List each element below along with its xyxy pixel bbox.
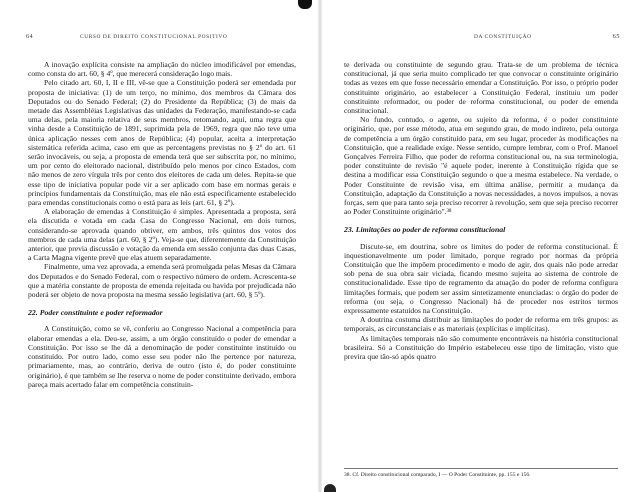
right-page-header	[344, 34, 620, 44]
left-page-body	[28, 60, 296, 389]
paragraph: A Constituição, como se vê, conferiu ao Congresso Nacional a competência para elaborar emendas a ela. Deu-se, assim, a um órgão constituído o poder de emendar a Constituição. Por isso se lhe dá a denominação de poder constituinte instituído ou constituído. Por outro lado, como esse seu poder não lhe pertence por natureza, primariamente, mas, ao contrário, deriva de outro (isto é, do poder constituinte originário), é que também se lhe reserva o nome de poder constituinte derivado, embora pareça mais acertado falar em competência constituin-	[28, 324, 296, 389]
paragraph: No fundo, contudo, o agente, ou sujeito da reforma, é o poder constituinte originário, que, por esse método, atua em segundo grau, de modo indireto, pela outorga de competência a um órgão constituído para, em seu lugar, proceder às modificações na Constituição, que a realidade exige. Nesse sentido, cumpre lembrar, com o Prof. Manoel Gonçalves Ferreira Filho, que poder de reforma constitucional ou, na sua terminologia, poder constituinte de revisão "é aquele poder, inerente à Constituição rígida que se destina a modificar essa Constituição segundo o que a mesma estabelece. Na verdade, o Poder Constituinte de revisão visa, em última análise, permitir a mudança da Constituição, adaptação da Constituição a novas necessidades, a novos impulsos, a novas forças, sem que para tanto seja preciso recorrer à revolução, sem que seja preciso recorrer ao Poder Constituinte originário".³⁸	[344, 115, 618, 217]
right-page	[322, 0, 638, 492]
running-head: CURSO DE DIREITO CONSTITUCIONAL POSITIVO	[80, 34, 228, 40]
right-page-body	[344, 60, 618, 361]
left-page-header	[26, 34, 298, 44]
page-number: 64	[26, 34, 34, 40]
paragraph: te derivada ou constituinte de segundo grau. Trata-se de um problema de técnica constitucional, já que seria muito complicado ter que convocar o constituinte originário todas as vezes em que fosse necessário emendar a Constituição. Por isso, o próprio poder constituinte originário, ao estabelecer a Constituição Federal, instituiu um poder constituinte reformador, ou poder de reforma constitucional, ou poder de emenda constitucional.	[344, 60, 618, 116]
paragraph: Discute-se, em doutrina, sobre os limites do poder de reforma constitucional. É inquestionavelmente um poder limitado, porque regrado por normas da própria Constituição que lhe impõem procedimento e modo de agir, dos quais não pode arredar sob pena de sua obra sair viciada, ficando mesmo sujeita ao sistema de controle de constitucionalidade. Esse tipo de regramento da atuação do poder de reforma configura limitações formais, que podem ser assim sintetizamente enunciadas: o órgão do poder de reforma (ou seja, o Congresso Nacional) há de proceder nos estritos termos expressamente estatuídos na Constituição.	[344, 241, 618, 316]
paragraph: As limitações temporais não são comumente encontráveis na história constitucional brasileira. Só a Constituição do Império estabeleceu esse tipo de limitação, visto que previra que tão-só após quatro	[344, 333, 618, 362]
running-head: DA CONSTITUIÇÃO	[474, 34, 532, 40]
paragraph: Finalmente, uma vez aprovada, a emenda será promulgada pelas Mesas da Câmara dos Deputados e do Senado Federal, com o respectivo número de ordem. Acrescenta-se que a matéria constante de proposta de emenda rejeitada ou havida por prejudicada não poderá ser objeto de nova proposta na mesma sessão legislativa (art. 60, § 5º).	[28, 262, 296, 300]
paragraph: Pelo citado art. 60, I, II e III, vê-se que a Constituição poderá ser emendada por proposta de iniciativa: (1) de um terço, no mínimo, dos membros da Câmara dos Deputados ou do Senado Federal; (2) do Presidente da República; (3) de mais da metade das Assembléias Legislativas das unidades da Federação, manifestando-se cada uma delas, pela maioria relativa de seus membros, retomando, aqui, uma regra que vinha desde a Constituição de 1891, suprimida pela de 1969, regra que não teve uma única aplicação nesses cem anos de República; (4) popular, aceita a interpretação sistemática referida acima, caso em que as percentagens previstas no § 2º do art. 61 serão invocáveis, ou seja, a proposta de emenda terá que ser subscrita por, no mínimo, um por cento do eleitorado nacional, distribuído pelo menos por cinco Estados, com não menos de zero vírgula três por cento dos eleitores de cada um deles. Repita-se que esse tipo de iniciativa popular pode vir a ser aplicado com base em normas gerais e princípios fundamentais da Constituição, mas ele não está especificamente estabelecido para emendas constitucionais como o está para as leis (art. 61, § 2º).	[28, 78, 296, 208]
section-title: 23. Limitações ao poder de reforma constitucional	[344, 225, 506, 235]
left-page	[0, 0, 318, 492]
paragraph: A doutrina costuma distribuir as limitações do poder de reforma em três grupos: as temporais, as circunstanciais e as materiais (explícitas e implícitas).	[344, 315, 618, 334]
paragraph: A elaboração de emendas à Constituição é simples. Apresentada a proposta, será ela discutida e votada em cada Casa do Congresso Nacional, em dois turnos, considerando-se aprovada quando obtiver, em ambos, três quintos dos votos dos membros de cada uma delas (art. 60, § 2º). Veja-se que, diferentemente da Constituição anterior, que previa discussão e votação da emenda em sessão conjunta das duas Casas, a Carta Magna vigente prevê que elas atuem separadamente.	[28, 207, 296, 263]
page-number: 65	[612, 34, 620, 40]
paragraph: A inovação explícita consiste na ampliação do núcleo imodificável por emendas, como consta do art. 60, § 4º, que merecerá consideração logo mais.	[28, 60, 296, 79]
section-title: 22. Poder constituinte e poder reformador	[28, 308, 163, 318]
footnote: 38. Cf. Direito constitucional comparado, I — O Poder Constituinte, pp. 155 e 156.	[344, 468, 618, 479]
